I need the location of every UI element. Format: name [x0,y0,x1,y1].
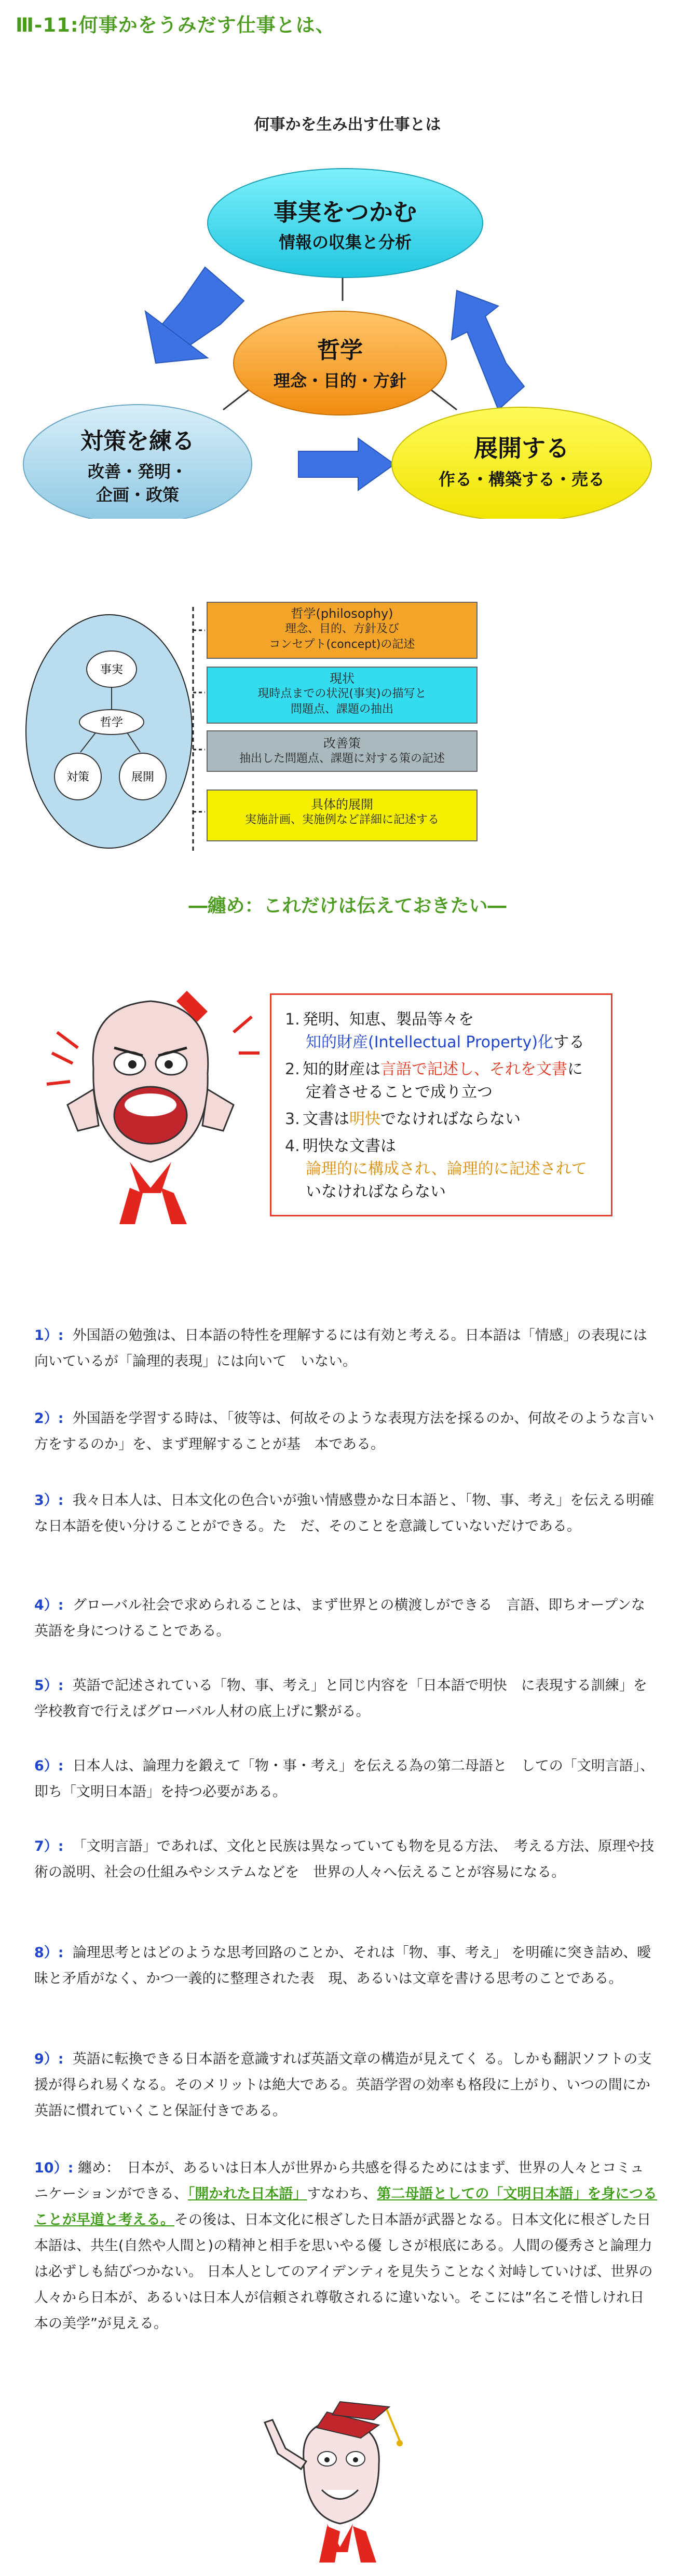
callout-item-3-text: 文書は [303,1110,349,1128]
paragraph-10-text-c: すなわち、 [307,2186,377,2202]
legend-philosophy-title: 哲学(philosophy) [291,606,393,621]
callout-box [270,993,612,1216]
paragraph-number: 1）: [34,1327,64,1344]
paragraph-3 [34,1488,657,1540]
callout-item-2 [285,1058,597,1104]
paragraph-text: 日本人は、論理力を鍛えて「物・事・考え」を伝える為の第二母語と しての「文明言語」、即ち「文明日本語」を持つ必要がある。 [34,1758,655,1800]
cycle-right-line1: 展開する [474,434,569,462]
legend-current-desc2: 問題点、課題の抽出 [290,703,393,716]
paragraph-10-highlight-civilized-japanese: 第二母語としての「文明日本語」を身につることが早道と考える。 [34,2186,657,2228]
callout-item-2-highlight: 言語で記述し、それを文書 [380,1060,567,1078]
cycle-left-line2: 改善・発明・ [87,462,188,481]
cycle-right-line2: 作る・構築する・売る [438,469,605,489]
legend-improvement-title: 改善策 [323,736,361,751]
tree-node-mid: 哲学 [100,716,124,729]
callout-item-1 [285,1008,597,1054]
legend-improvement [207,730,478,772]
cycle-center-line2: 理念・目的・方針 [273,371,407,391]
paragraph-10-text-a: 纏め： 日本が、あるいは日本人が世界から共感を得るためにはまず、世界の人々とコミュニケーションができる、 [34,2160,644,2202]
paragraph-1 [34,1323,657,1375]
callout-item-3 [285,1108,597,1131]
callout-item-2-text: 知的財産は [303,1060,380,1078]
paragraph-number: 9）: [34,2051,64,2067]
legend-philosophy-desc2: コンセプト(concept)の記述 [269,638,415,651]
legend-deployment-title: 具体的展開 [311,797,373,812]
character-illustration-shouting [31,975,270,1235]
paragraph-10-text-e: その後は、日本文化に根ざした日本語が武器となる。日本文化に根ざした日本語は、共生(自然や人間と)の精神と相手を思いやる優 しさが根底にある。人間の優秀さと論理力は必ずしも結びつかない。 日本人としてのアイデンティを見失うことなく対峙していけば、世界の人々から日本が、あるいは日本人が信頼され尊敬されるに違いない。そこには”名こそ惜しけれ日本の美学”が見える。 [34,2212,653,2332]
legend-deployment-desc: 実施計画、実施例など詳細に記述する [244,813,439,826]
paragraph-text: 外国語を学習する時は、「彼等は、何故そのような表現方法を採るのか、何故そのような言い方をするのか」を、まず理解することが基 本である。 [34,1410,655,1452]
paragraph-number: 7）: [34,1838,64,1854]
tree-node-left: 対策 [66,771,90,784]
callout-item-2-number: 2. [285,1060,300,1078]
callout-item-3-number: 3. [285,1110,300,1128]
cycle-top-line1: 事実をつかむ [274,198,417,226]
paragraph-number: 6）: [34,1758,64,1774]
paragraph-2 [34,1406,657,1458]
callout-item-1-text: 発明、知恵、製品等々を [303,1010,474,1029]
paragraph-10-highlight-open-japanese: 「開かれた日本語」 [187,2186,307,2202]
callout-item-3-suffix: でなければならない [380,1110,521,1128]
tree-node-right: 展開 [131,771,155,784]
summary-heading: ―纏め：これだけは伝えておきたい― [188,895,507,917]
cycle-left-line1: 対策を練る [80,428,195,454]
cycle-center-line1: 哲学 [317,337,363,364]
paragraph-number: 3）: [34,1492,64,1508]
callout-item-4-text: 明快な文書は [303,1137,396,1155]
character-illustration-pointing [249,2397,426,2568]
legend-philosophy [207,602,478,659]
cycle-top-line2: 情報の収集と分析 [278,232,412,252]
legend-current-desc1: 現時点までの状況(事実)の描写と [257,687,427,700]
paragraph-number: 5）: [34,1678,64,1694]
paragraph-5 [34,1673,657,1725]
callout-item-4-number: 4. [285,1137,300,1155]
page-title: Ⅲ-11:何事かをうみだす仕事とは、 [16,14,335,36]
paragraph-7 [34,1834,657,1886]
callout-item-1-suffix: する [553,1033,585,1051]
paragraph-text: 論理思考とはどのような思考回路のことか、それは「物、事、考え」 を明確に突き詰め、曖昧と矛盾がなく、かつ一義的に整理された表 現、あるいは文章を書ける思考のことである。 [34,1945,651,1987]
legend-current-title: 現状 [330,671,355,686]
paragraph-10 [34,2155,657,2337]
legend-current-state [207,667,478,724]
callout-item-1-number: 1. [285,1010,300,1029]
paragraph-text: 英語で記述されている「物、事、考え」と同じ内容を「日本語で明快 に表現する訓練」を学校教育で行えばグローバル人材の底上げに繋がる。 [34,1678,647,1720]
paragraph-text: 外国語の勉強は、日本語の特性を理解するには有効と考える。日本語は「情感」の表現には向いているが「論理的表現」には向いて いない。 [34,1327,647,1369]
callout-item-2-line2: 定着させることで成り立つ [306,1083,493,1101]
cycle-left-line3: 企画・政策 [96,485,180,505]
paragraph-number: 8）: [34,1945,64,1961]
callout-item-2-suffix: に [567,1060,583,1078]
callout-item-1-highlight: 知的財産(Intellectual Property)化 [306,1033,554,1051]
callout-item-4-highlight: 論理的に構成され、論理的に記述されて [306,1160,587,1178]
paragraph-number: 2）: [34,1410,64,1427]
legend-deployment [207,790,478,841]
callout-item-4 [285,1135,597,1203]
tree-node-top: 事実 [100,663,124,676]
legend-philosophy-desc1: 理念、目的、方針及び [284,622,399,635]
callout-item-4-line3: いなければならない [306,1183,446,1201]
paragraph-text: 英語に転換できる日本語を意識すれば英語文章の構造が見えてく る。しかも翻訳ソフトの支援が得られ易くなる。そのメリットは絶大である。英語学習の効率も格段に上がり、いつの間にか英語に慣れていくこと保証付きである。 [34,2051,652,2119]
paragraph-number: 10）: [34,2160,74,2176]
paragraph-8 [34,1940,657,1992]
paragraph-text: 我々日本人は、日本文化の色合いが強い情感豊かな日本語と、「物、事、考え」を伝える明確な日本語を使い分けることができる。た だ、そのことを意識していないだけである。 [34,1492,655,1534]
paragraph-text: 「文明言語」であれば、文化と民族は異なっていても物を見る方法、 考える方法、原理や技術の説明、社会の仕組みやシステムなどを 世界の人々へ伝えることが容易になる。 [34,1838,655,1880]
paragraph-text: グローバル社会で求められることは、まず世界との横渡しができる 言語、即ちオープンな英語を身につけることである。 [34,1597,645,1639]
callout-item-3-highlight: 明快 [349,1110,380,1128]
paragraph-9 [34,2046,657,2124]
diagram-subtitle: 何事かを生み出す仕事とは [254,116,441,134]
paragraph-4 [34,1592,657,1644]
paragraph-6 [34,1753,657,1805]
paragraph-number: 4）: [34,1597,64,1613]
legend-improvement-desc: 抽出した問題点、課題に対する策の記述 [239,752,445,765]
